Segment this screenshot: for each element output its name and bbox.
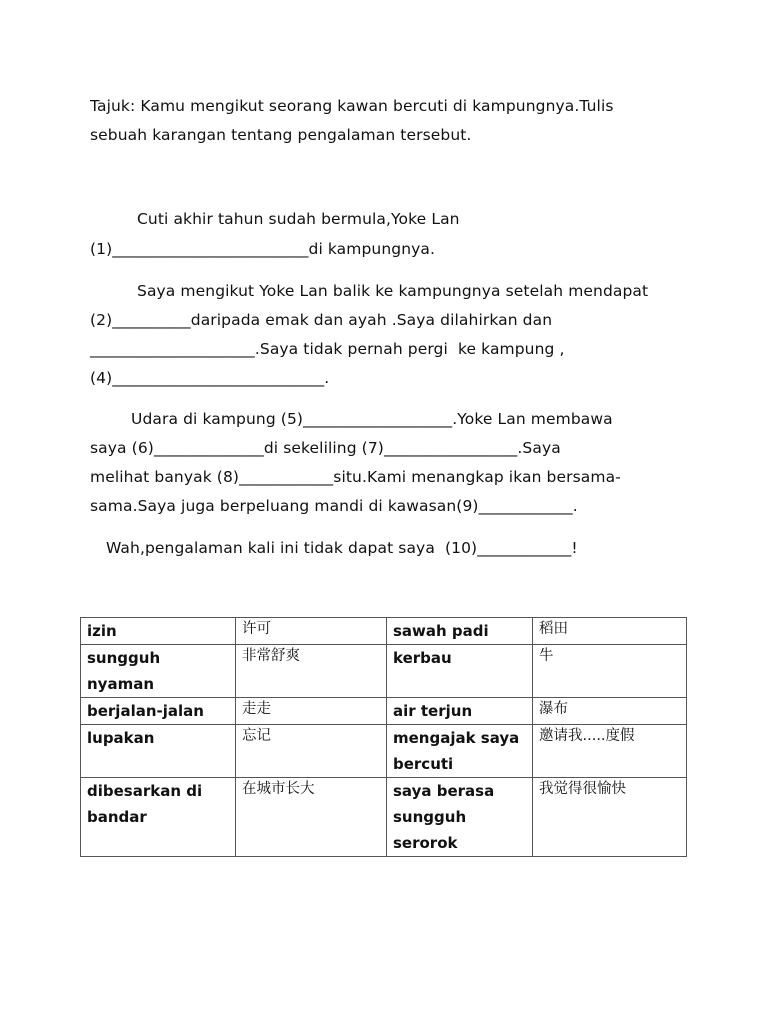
chinese-meaning-cell: 邀请我.....度假 [533, 725, 687, 778]
essay-p2-line-1: Saya mengikut Yoke Lan balik ke kampungnya setelah mendapat [137, 282, 649, 300]
malay-word-cell: berjalan-jalan [81, 698, 236, 725]
malay-word-cell: dibesarkan di bandar [81, 778, 236, 857]
essay-p2-line-4: (4)___________________________. [90, 369, 330, 387]
essay-p1-line-1: Cuti akhir tahun sudah bermula,Yoke Lan [137, 210, 460, 228]
malay-word-cell: saya berasa sungguh serorok [387, 778, 533, 857]
malay-word-cell: sawah padi [387, 618, 533, 645]
chinese-meaning-cell: 在城市长大 [236, 778, 387, 857]
table-row [81, 725, 687, 778]
malay-word-cell: air terjun [387, 698, 533, 725]
malay-word-cell: izin [81, 618, 236, 645]
malay-word-cell: kerbau [387, 645, 533, 698]
chinese-meaning-cell: 稻田 [533, 618, 687, 645]
table-row [81, 778, 687, 857]
essay-p2-line-3: _____________________.Saya tidak pernah pergi ke kampung , [90, 340, 565, 358]
malay-word-cell: sungguh nyaman [81, 645, 236, 698]
task-title-line-1: Tajuk: Kamu mengikut seorang kawan bercuti di kampungnya.Tulis [90, 97, 614, 115]
chinese-meaning-cell: 我觉得很愉快 [533, 778, 687, 857]
essay-p1-line-2: (1)_________________________di kampungnya. [90, 240, 436, 258]
chinese-meaning-cell: 忘记 [236, 725, 387, 778]
task-title-line-2: sebuah karangan tentang pengalaman tersebut. [90, 126, 472, 144]
chinese-meaning-cell: 许可 [236, 618, 387, 645]
table-row [81, 618, 687, 645]
essay-p3-line-2: saya (6)______________di sekeliling (7)_________________.Saya [90, 439, 561, 457]
malay-word-cell: lupakan [81, 725, 236, 778]
chinese-meaning-cell: 瀑布 [533, 698, 687, 725]
essay-p3-line-1: Udara di kampung (5)___________________.Yoke Lan membawa [131, 410, 613, 428]
chinese-meaning-cell: 走走 [236, 698, 387, 725]
vocabulary-table [80, 617, 687, 857]
essay-p4-line-1: Wah,pengalaman kali ini tidak dapat saya (10)____________! [106, 539, 578, 557]
essay-p3-line-4: sama.Saya juga berpeluang mandi di kawasan(9)____________. [90, 497, 578, 515]
table-row [81, 698, 687, 725]
malay-word-cell: mengajak saya bercuti [387, 725, 533, 778]
chinese-meaning-cell: 牛 [533, 645, 687, 698]
essay-p2-line-2: (2)__________daripada emak dan ayah .Saya dilahirkan dan [90, 311, 553, 329]
chinese-meaning-cell: 非常舒爽 [236, 645, 387, 698]
essay-p3-line-3: melihat banyak (8)____________situ.Kami menangkap ikan bersama- [90, 468, 621, 486]
table-row [81, 645, 687, 698]
